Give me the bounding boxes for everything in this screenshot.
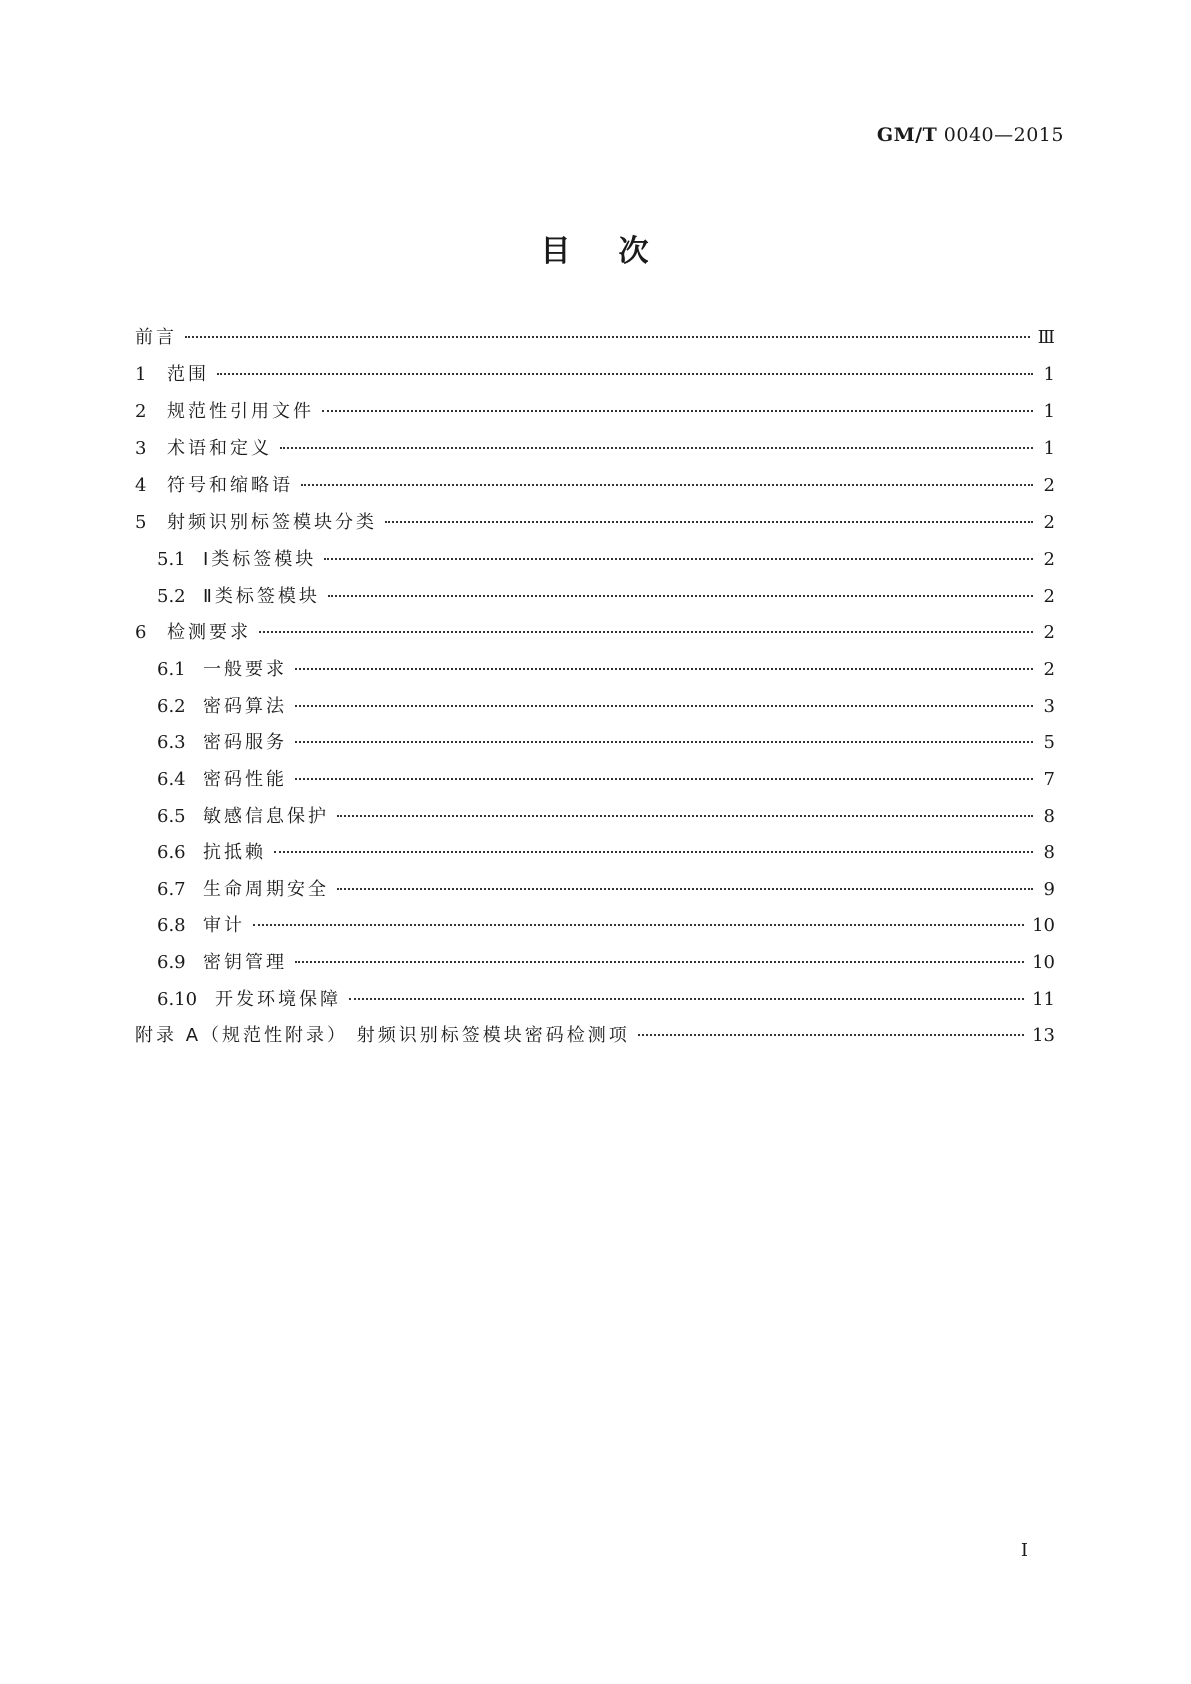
toc-dot-leader: [349, 998, 1024, 1000]
toc-entry-page: 2: [1043, 585, 1055, 607]
toc-entry-page: 9: [1043, 878, 1055, 900]
toc-entry-number: 6.1: [157, 659, 186, 681]
title-part-2: 次: [618, 234, 651, 269]
toc-entry-page: 13: [1032, 1025, 1055, 1047]
toc-entry[interactable]: [135, 471, 1055, 508]
toc-entry-page: 2: [1043, 475, 1055, 496]
footer-page-number: I: [1020, 1540, 1028, 1561]
table-of-contents: [135, 323, 1055, 1058]
toc-entry[interactable]: [135, 618, 1055, 655]
toc-entry-page: 3: [1043, 695, 1055, 717]
toc-entry-number: 6.7: [157, 878, 186, 900]
toc-dot-leader: [385, 521, 1033, 523]
toc-entry[interactable]: [135, 360, 1055, 397]
toc-dot-leader: [301, 484, 1033, 486]
toc-entry[interactable]: [135, 692, 1055, 729]
toc-entry[interactable]: [135, 948, 1055, 985]
toc-dot-leader: [185, 336, 1030, 338]
toc-dot-leader: [638, 1034, 1024, 1036]
toc-dot-leader: [295, 961, 1024, 963]
toc-dot-leader: [259, 631, 1033, 633]
toc-entry-page: 8: [1043, 842, 1055, 864]
toc-entry-label: 开发环境保障: [215, 988, 341, 1010]
toc-entry-number: 6.5: [157, 805, 186, 827]
toc-entry-label: 前言: [135, 327, 177, 348]
toc-entry-label: 检测要求: [167, 622, 251, 644]
toc-dot-leader: [337, 888, 1033, 890]
toc-dot-leader: [280, 447, 1033, 449]
toc-entry-number: 4: [135, 475, 147, 496]
toc-entry-number: 3: [135, 438, 147, 459]
toc-entry-page: 2: [1043, 512, 1055, 533]
toc-entry-label: 审计: [203, 915, 245, 937]
toc-dot-leader: [295, 778, 1033, 780]
toc-dot-leader: [295, 741, 1033, 743]
toc-entry-label: 术语和定义: [167, 438, 272, 459]
toc-entry-page: 5: [1043, 732, 1055, 754]
page-title: [0, 226, 1191, 270]
toc-entry-label: 密钥管理: [203, 951, 287, 973]
toc-dot-leader: [295, 668, 1033, 670]
toc-entry[interactable]: [135, 323, 1055, 360]
toc-entry[interactable]: [135, 1021, 1055, 1058]
toc-dot-leader: [324, 558, 1033, 560]
toc-entry-page: 11: [1032, 988, 1055, 1010]
toc-entry[interactable]: [135, 985, 1055, 1022]
toc-entry-number: 6: [135, 622, 147, 644]
toc-entry-number: 5: [135, 512, 147, 533]
toc-entry-number: 6.9: [157, 951, 186, 973]
toc-entry-page: 10: [1032, 951, 1055, 973]
standard-code: [877, 124, 1064, 146]
toc-entry-number: 2: [135, 401, 147, 422]
toc-entry-number: 5.2: [157, 585, 186, 607]
toc-entry[interactable]: [135, 434, 1055, 471]
toc-entry-label: 一般要求: [203, 659, 287, 681]
toc-entry-number: 6.2: [157, 695, 186, 717]
toc-entry-number: 6.8: [157, 915, 186, 937]
toc-entry-label: Ⅰ类标签模块: [203, 549, 317, 570]
toc-entry[interactable]: [135, 728, 1055, 765]
toc-entry-page: 2: [1043, 622, 1055, 644]
toc-entry-page: 1: [1043, 401, 1055, 422]
toc-entry[interactable]: [135, 875, 1055, 912]
toc-dot-leader: [328, 595, 1033, 597]
toc-entry-label: 密码服务: [203, 732, 287, 754]
toc-entry-number: 6.6: [157, 842, 186, 864]
toc-entry[interactable]: [135, 545, 1055, 582]
toc-dot-leader: [337, 815, 1033, 817]
toc-entry-number: 6.10: [157, 988, 198, 1010]
toc-dot-leader: [322, 410, 1033, 412]
toc-entry-number: 1: [135, 364, 147, 385]
toc-entry-page: 8: [1043, 805, 1055, 827]
toc-entry-label: 密码性能: [203, 768, 287, 790]
toc-entry-page: 1: [1043, 364, 1055, 385]
toc-dot-leader: [253, 924, 1024, 926]
toc-entry-number: 6.4: [157, 768, 186, 790]
toc-entry-page: 1: [1043, 438, 1055, 459]
toc-dot-leader: [274, 851, 1033, 853]
toc-entry-page: 2: [1043, 659, 1055, 681]
toc-entry[interactable]: [135, 911, 1055, 948]
toc-entry[interactable]: [135, 802, 1055, 839]
toc-dot-leader: [217, 373, 1033, 375]
toc-entry[interactable]: [135, 765, 1055, 802]
toc-entry-number: 5.1: [157, 549, 186, 570]
toc-entry[interactable]: [135, 397, 1055, 434]
toc-entry-page: 10: [1032, 915, 1055, 937]
toc-entry[interactable]: [135, 582, 1055, 619]
toc-entry-label: 抗抵赖: [203, 842, 266, 864]
toc-entry-number: 6.3: [157, 732, 186, 754]
toc-entry-label: 敏感信息保护: [203, 805, 329, 827]
standard-code-prefix: GM/T: [876, 124, 938, 146]
toc-entry-label: 范围: [167, 364, 209, 385]
standard-code-number: 0040—2015: [943, 124, 1064, 146]
toc-entry-label: Ⅱ类标签模块: [203, 585, 320, 607]
toc-entry-label: 生命周期安全: [203, 878, 329, 900]
toc-entry[interactable]: [135, 508, 1055, 545]
toc-dot-leader: [295, 705, 1033, 707]
title-part-1: 目: [540, 234, 573, 269]
toc-entry-label: 射频识别标签模块分类: [167, 512, 377, 533]
toc-entry-page: Ⅲ: [1037, 327, 1055, 348]
toc-entry-label: 符号和缩略语: [167, 475, 293, 496]
toc-entry[interactable]: [135, 655, 1055, 692]
toc-entry-label: 附录 A（规范性附录） 射频识别标签模块密码检测项: [135, 1025, 630, 1047]
toc-entry-label: 规范性引用文件: [167, 401, 314, 422]
toc-entry-page: 2: [1043, 549, 1055, 570]
toc-entry[interactable]: [135, 838, 1055, 875]
toc-entry-label: 密码算法: [203, 695, 287, 717]
toc-entry-page: 7: [1043, 768, 1055, 790]
